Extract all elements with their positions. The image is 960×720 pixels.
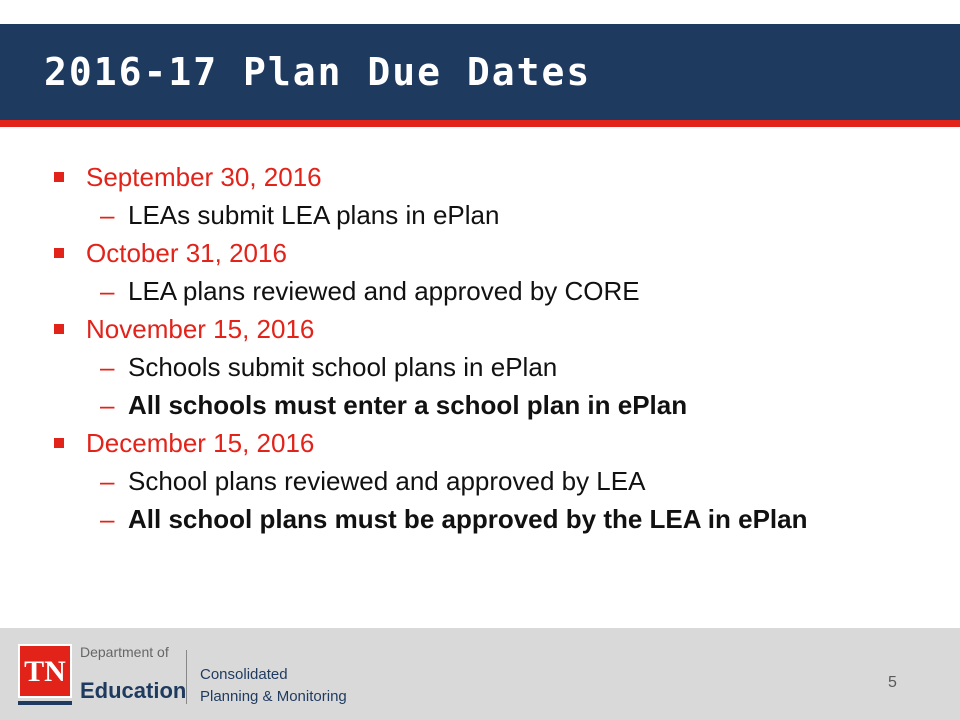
subitem-text: Schools submit school plans in ePlan [128, 352, 558, 382]
list-subitem [50, 386, 910, 424]
footer-bar [0, 628, 960, 720]
dash-icon: – [100, 466, 115, 496]
dash-icon: – [100, 504, 115, 534]
dash-icon: – [100, 276, 115, 306]
square-bullet-icon [54, 324, 64, 334]
list-subitem [50, 500, 888, 538]
subitem-text-emphasis: All schools must enter a school plan in ePlan [128, 390, 688, 420]
dept-line1: Department of [80, 644, 169, 660]
list-item [50, 310, 910, 348]
list-subitem [50, 348, 910, 386]
subitem-text: LEA plans reviewed and approved by CORE [128, 276, 640, 306]
due-date: November 15, 2016 [86, 314, 315, 344]
list-subitem [50, 196, 910, 234]
page-number: 5 [888, 674, 897, 691]
due-date: October 31, 2016 [86, 238, 287, 268]
tn-logo-icon: TN [18, 644, 72, 698]
footer-divider [186, 650, 187, 704]
bullet-list [50, 158, 910, 538]
due-date: December 15, 2016 [86, 428, 315, 458]
list-item [50, 424, 910, 462]
dash-icon: – [100, 200, 115, 230]
subitem-text: LEAs submit LEA plans in ePlan [128, 200, 500, 230]
list-subitem [50, 272, 910, 310]
list-item [50, 234, 910, 272]
subitem-text-emphasis: All school plans must be approved by the LEA in ePlan [128, 504, 808, 534]
square-bullet-icon [54, 248, 64, 258]
logo-underline [18, 701, 72, 705]
division-line1: Consolidated [200, 666, 288, 683]
slide-title: 2016-17 Plan Due Dates [44, 50, 592, 94]
square-bullet-icon [54, 438, 64, 448]
division-line2: Planning & Monitoring [200, 688, 347, 705]
due-date: September 30, 2016 [86, 162, 322, 192]
square-bullet-icon [54, 172, 64, 182]
subitem-text: School plans reviewed and approved by LEA [128, 466, 646, 496]
list-subitem [50, 462, 910, 500]
list-item [50, 158, 910, 196]
title-rule [0, 120, 960, 127]
dash-icon: – [100, 390, 115, 420]
dept-line2: Education [80, 678, 187, 703]
dash-icon: – [100, 352, 115, 382]
